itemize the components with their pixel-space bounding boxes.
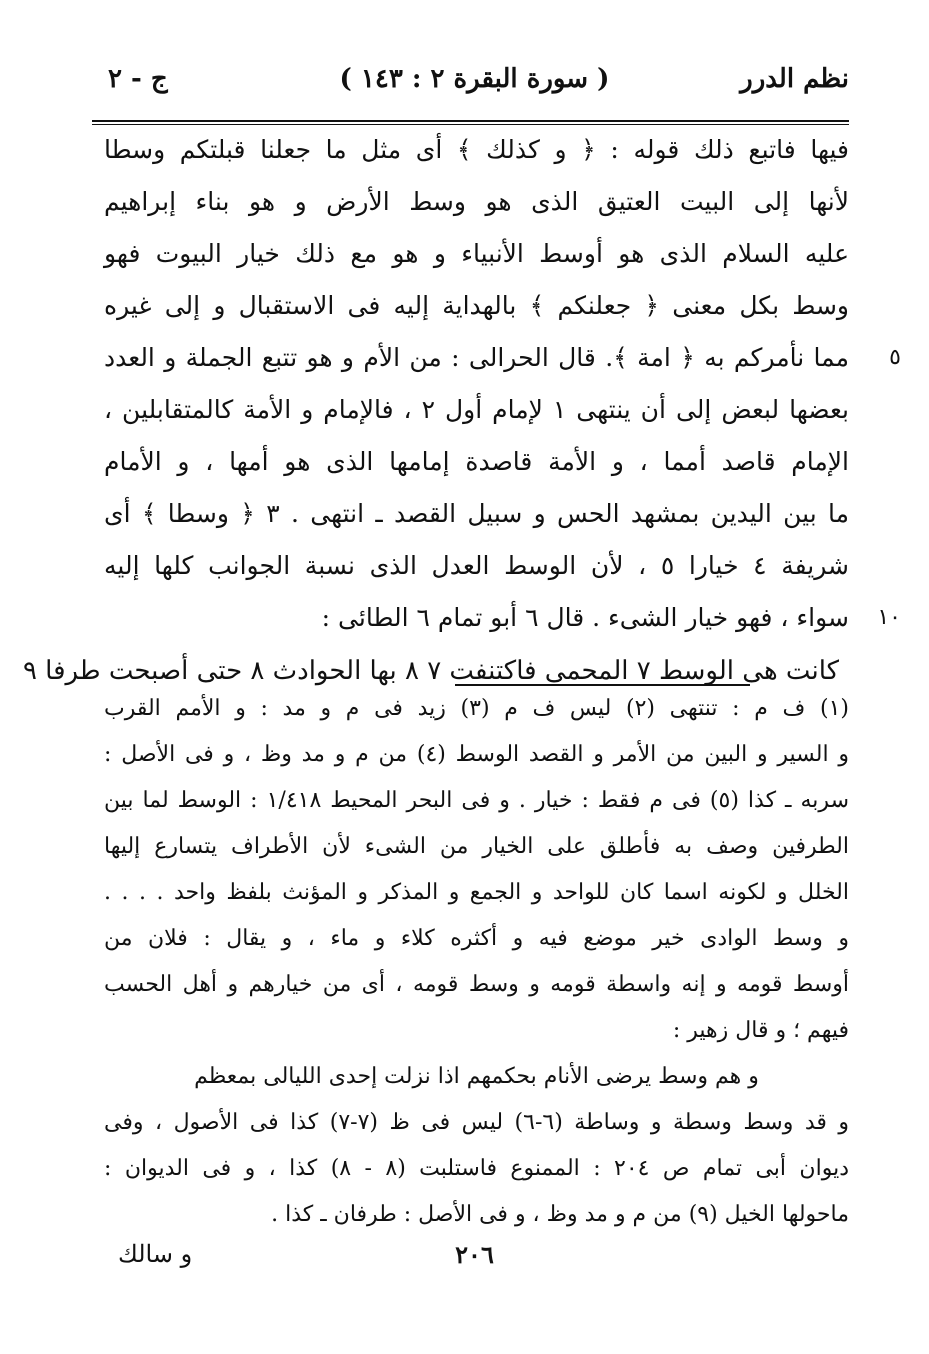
footnote-line: الخلل و لكونه اسما كان للواحد و الجمع و المذكر و المؤنث بلفظ واحد . . . . [104,880,849,905]
text-line: ٥ مما نأمركم به ﴿ امة ﴾. قال الحرالى : من الأم و هو تتبع الجملة و العدد [104,332,849,384]
footnote-line: و وسط الوادى خير موضع فيه و أكثره كلاء و ماء ، و يقال : فلان من [104,926,849,951]
text-line: بعضها لبعض إلى أن ينتهى ١ لإمام أول ٢ ، فالإمام و الأمة كالمتقابلين ، [104,395,849,424]
poetry-verse: كانت هى الوسط ٧ المحمى فاكتنفت ٧ ٨ بها الحوادث ٨ حتى أصبحت طرفا ٩ [22,656,839,686]
footnote-poem: و هم وسط يرضى الأنام بحكمهم اذا نزلت إحدى الليالى بمعظم [194,1064,759,1089]
footnote-line: فيهم ؛ و قال زهير : [672,1018,849,1043]
page-footer [100,1240,849,1280]
text-line: عليه السلام الذى هو أوسط الأنبياء و هو مع ذلك خيار البيوت فهو [104,239,849,268]
book-title: نظم الدرر [740,64,849,94]
main-text [22,124,901,698]
footnote-line: و السير و البين من الأمر و القصد الوسط (٤) من م و مد وظ ، و فى الأصل : [104,742,849,767]
line-number: ١٠ [877,605,901,630]
header-rule [92,120,849,122]
text-line: الإمام قاصد أمما ، و الأمة قاصدة إمامها الذى هو أمها ، و الأمام [104,447,849,476]
surah-reference: ( سورة البقرة ٢ : ١٤٣ ) [339,64,610,94]
footnote-line: أوسط قومه و إنه واسطة قومه و وسط قومه ، أى من خيارهم و أهل الحسب [104,972,849,997]
catchword: و سالك [118,1240,193,1268]
volume-label: ج - ٢ [108,64,168,94]
footnote-line: الطرفين وصف به فأطلق على الخيار من الشىء لأن الأطراف يتسارع إليها [104,834,849,859]
footnote-line: ماحولها الخيل (٩) من م و مد وظ ، و فى الأصل : طرفان ـ كذا . [271,1202,849,1227]
footnotes [104,686,849,1238]
text-line: لأنها إلى البيت العتيق الذى هو وسط الأرض و هو بناء إبراهيم [104,187,849,216]
text-line: وسط بكل معنى ﴿ جعلنكم ﴾ بالهداية إليه فى الاستقبال و إلى غيره [104,291,849,320]
text-line: شريفة ٤ خيارا ٥ ، لأن الوسط العدل الذى نسبة الجوانب كلها إليه [104,551,849,580]
page-number: ٢٠٦ [455,1240,494,1269]
footnote-line: سربه ـ كذا (٥) فى م فقط : خيار . و فى البحر المحيط ١/٤١٨ : الوسط لما بين [104,788,849,813]
footnote-line: (١) ف م : تنتهى (٢) ليس ف م (٣) زيد فى م و مد : و الأمم القرب [104,696,849,721]
line-number: ٥ [889,345,901,370]
text-line: ما بين اليدين بمشهد الحس و سبيل القصد ـ انتهى . ٣ ﴿ وسطا ﴾ أى [104,499,849,528]
running-header [100,62,849,102]
footnote-line: ديوان أبى تمام ص ٢٠٤ : الممنوع فاستلبت (٨ - ٨) كذا ، و فى الديوان : [104,1156,849,1181]
text-line: ١٠ سواء ، فهو خيار الشىء . قال ٦ أبو تمام ٦ الطائى : [104,592,849,644]
footnote-line: و قد وسط وسطة و وساطة (٦-٦) ليس فى ظ (٧-٧) كذا فى الأصول ، وفى [104,1110,849,1135]
text-line: فيها فاتبع ذلك قوله : ﴿ و كذلك ﴾ أى مثل ما جعلنا قبلتكم وسطا [104,135,849,164]
